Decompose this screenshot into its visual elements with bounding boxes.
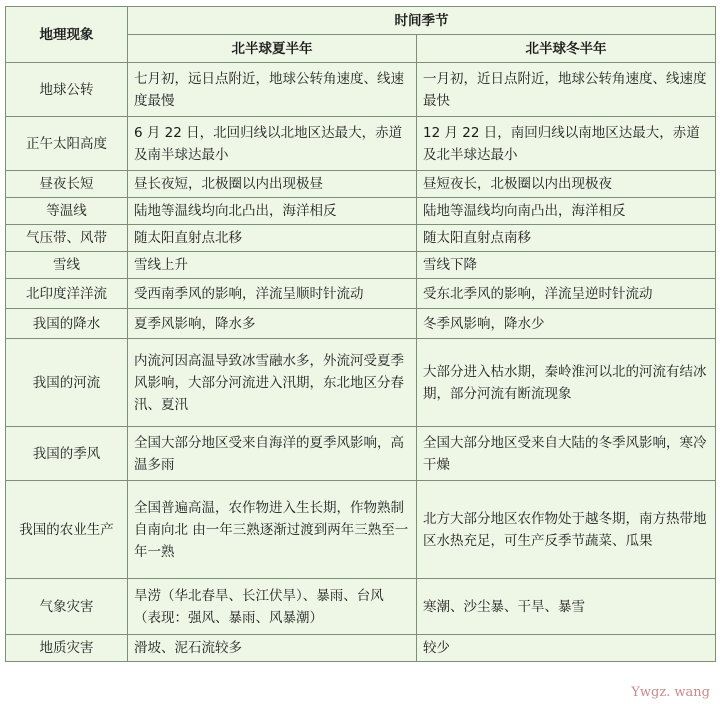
summer-cell: 全国普遍高温，农作物进入生长期，作物熟制自南向北 由一年三熟逐渐过渡到两年三熟至一年一熟 (128, 481, 417, 579)
seasonal-phenomena-table (5, 6, 716, 662)
table-row (6, 481, 716, 579)
header-winter: 北半球冬半年 (417, 35, 716, 63)
winter-cell: 陆地等温线均向南凸出，海洋相反 (417, 198, 716, 225)
winter-cell: 较少 (417, 635, 716, 662)
winter-cell: 雪线下降 (417, 252, 716, 279)
summer-cell: 6 月 22 日，北回归线以北地区达最大，赤道及南半球达最小 (128, 117, 417, 171)
row-label: 雪线 (6, 252, 128, 279)
summer-cell: 内流河因高温导致冰雪融水多，外流河受夏季风影响，大部分河流进入汛期，东北地区分春汛、夏汛 (128, 339, 417, 427)
winter-cell: 冬季风影响，降水少 (417, 309, 716, 339)
table-row (6, 252, 716, 279)
row-label: 地质灾害 (6, 635, 128, 662)
winter-cell: 一月初，近日点附近，地球公转角速度、线速度最快 (417, 63, 716, 117)
header-row-label: 地理现象 (6, 7, 128, 63)
summer-cell: 夏季风影响，降水多 (128, 309, 417, 339)
summer-cell: 全国大部分地区受来自海洋的夏季风影响，高温多雨 (128, 427, 417, 481)
row-label: 气象灾害 (6, 579, 128, 635)
row-label: 北印度洋洋流 (6, 279, 128, 309)
winter-cell: 北方大部分地区农作物处于越冬期，南方热带地区水热充足，可生产反季节蔬菜、瓜果 (417, 481, 716, 579)
table-row (6, 635, 716, 662)
winter-cell: 受东北季风的影响，洋流呈逆时针流动 (417, 279, 716, 309)
table-row (6, 171, 716, 198)
row-label: 我国的降水 (6, 309, 128, 339)
table-row (6, 198, 716, 225)
table-row (6, 225, 716, 252)
row-label: 我国的季风 (6, 427, 128, 481)
row-label: 我国的河流 (6, 339, 128, 427)
winter-cell: 昼短夜长，北极圈以内出现极夜 (417, 171, 716, 198)
winter-cell: 12 月 22 日，南回归线以南地区达最大，赤道及北半球达最小 (417, 117, 716, 171)
row-label: 等温线 (6, 198, 128, 225)
summer-cell: 雪线上升 (128, 252, 417, 279)
summer-cell: 滑坡、泥石流较多 (128, 635, 417, 662)
row-label: 昼夜长短 (6, 171, 128, 198)
table-row (6, 279, 716, 309)
summer-cell: 随太阳直射点北移 (128, 225, 417, 252)
watermark-text: Ywgz. wang (631, 685, 710, 700)
summer-cell: 旱涝（华北春旱、长江伏旱）、暴雨、台风（表现：强风、暴雨、风暴潮） (128, 579, 417, 635)
table-row (6, 117, 716, 171)
header-summer: 北半球夏半年 (128, 35, 417, 63)
winter-cell: 寒潮、沙尘暴、干旱、暴雪 (417, 579, 716, 635)
winter-cell: 随太阳直射点南移 (417, 225, 716, 252)
table-row (6, 579, 716, 635)
summer-cell: 陆地等温线均向北凸出，海洋相反 (128, 198, 417, 225)
table-row (6, 309, 716, 339)
table-row (6, 63, 716, 117)
table-row (6, 427, 716, 481)
summer-cell: 七月初，远日点附近，地球公转角速度、线速度最慢 (128, 63, 417, 117)
summer-cell: 昼长夜短，北极圈以内出现极昼 (128, 171, 417, 198)
winter-cell: 大部分进入枯水期，秦岭淮河以北的河流有结冰期，部分河流有断流现象 (417, 339, 716, 427)
row-label: 气压带、风带 (6, 225, 128, 252)
table-row (6, 339, 716, 427)
summer-cell: 受西南季风的影响，洋流呈顺时针流动 (128, 279, 417, 309)
header-group: 时间季节 (128, 7, 716, 35)
winter-cell: 全国大部分地区受来自大陆的冬季风影响，寒冷干燥 (417, 427, 716, 481)
row-label: 正午太阳高度 (6, 117, 128, 171)
row-label: 我国的农业生产 (6, 481, 128, 579)
row-label: 地球公转 (6, 63, 128, 117)
table-body (6, 63, 716, 662)
